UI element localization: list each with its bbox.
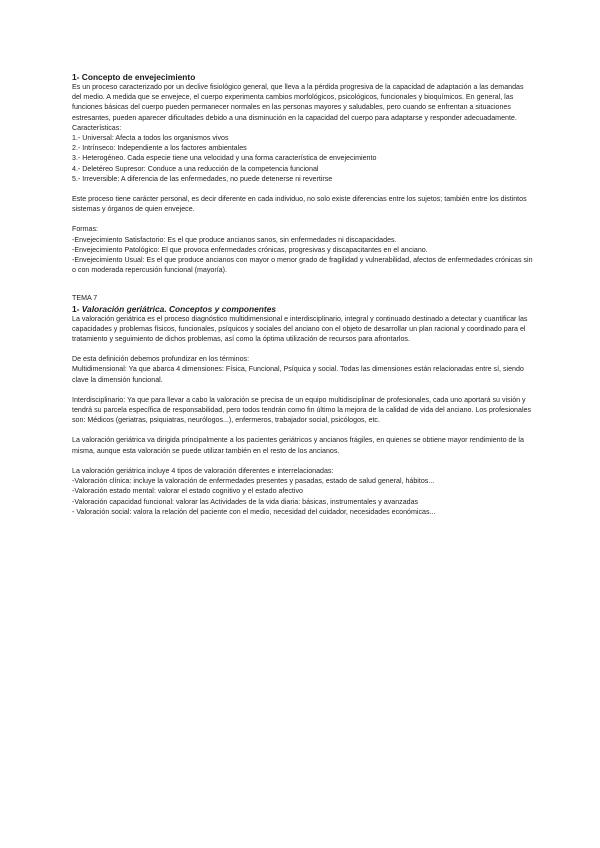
paragraph-personal: Este proceso tiene carácter personal, es decir diferente en cada individuo, no solo existe diferencias entre los sujetos; también entre los distintos sistemas y órganos de quien envejece.	[72, 195, 527, 214]
characteristics-title: Características:	[72, 123, 122, 132]
heading-number: 1-	[72, 303, 82, 314]
list-item: -Envejecimiento Patológico: El que provoca enfermedades crónicas, progresivas y discapacitantes en el anciano.	[72, 245, 428, 254]
tema-label: TEMA 7	[72, 294, 98, 303]
terms-intro: De esta definición debemos profundizar en los términos:	[72, 355, 250, 364]
paragraph-multidimensional: Multidimensional: Ya que abarca 4 dimensiones: Física, Funcional, Psíquica y social. Todas las dimensiones están relacionadas entre sí, siendo clave la dimensión funcional.	[72, 365, 524, 384]
forms-title: Formas:	[72, 225, 99, 234]
list-item: -Envejecimiento Satisfactorio: Es el que produce ancianos sanos, sin enfermedades ni discapacidades.	[72, 235, 397, 244]
types-intro: La valoración geriátrica incluye 4 tipos de valoración diferentes e interrelacionadas:	[72, 466, 334, 475]
paragraph-definition: La valoración geriátrica es el proceso diagnóstico multidimensional e interdisciplinario, integral y continuado destinado a detectar y cuantificar las capacidades y problemas físicos, funcionales, psíquicos y sociales del anciano con el objeto de desarrollar un plan racional y coordinado para el tratamiento y seguimiento de dichos problemas, así como la óptima utilización de recursos para afrontarlos.	[72, 314, 528, 344]
paragraph-application: La valoración geriátrica va dirigida principalmente a los pacientes geriátricos y ancianos frágiles, en quienes se obtiene mayor rendimiento de la misma, aunque esta valoración se puede utilizar también en el resto de los ancianos.	[72, 436, 524, 455]
list-item: 4.- Deletéreo Supresor: Conduce a una reducción de la competencia funcional	[72, 164, 319, 173]
list-item: 5.- Irreversible: A diferencia de las enfermedades, no puede detenerse ni revertirse	[72, 174, 333, 183]
list-item: 2.- Intrínseco: Independiente a los factores ambientales	[72, 144, 247, 153]
document-page	[72, 72, 534, 517]
section-heading-2	[72, 304, 534, 314]
heading-title: Valoración geriátrica. Conceptos y componentes	[81, 303, 277, 314]
list-item: -Valoración capacidad funcional: valorar las Actividades de la vida diaria: básicas, instrumentales y avanzadas	[72, 497, 419, 506]
list-item: 3.- Heterogéneo. Cada especie tiene una velocidad y una forma característica de envejecimiento	[72, 154, 377, 163]
section-heading: 1- Concepto de envejecimiento	[72, 72, 196, 82]
list-item: 1.- Universal: Afecta a todos los organismos vivos	[72, 134, 229, 143]
list-item: -Envejecimiento Usual: Es el que produce ancianos con mayor o menor grado de fragilidad y vulnerabilidad, afectos de enfermedades crónicas sin o con moderada repercusión funcional (mayoría).	[72, 256, 533, 275]
list-item: -Valoración estado mental: valorar el estado cognitivo y el estado afectivo	[72, 487, 303, 496]
list-item: -Valoración clínica: incluye la valoración de enfermedades presentes y pasadas, estado de salud general, hábitos...	[72, 477, 435, 486]
paragraph-interdisciplinary: Interdisciplinario: Ya que para llevar a cabo la valoración se precisa de un equipo multidisciplinar de profesionales, cada uno aportará su visión y tendrá su parcela específica de responsabilidad, pero todos tendrán como fin último la mejora de la calidad de vida del anciano. Los profesionales son: Médicos (geriatras, psiquiatras, neurólogos...), enfermeros, trabajador social, psicólogos, etc.	[72, 395, 532, 425]
paragraph-intro: Es un proceso caracterizado por un declive fisiológico general, que lleva a la pérdida progresiva de la capacidad de adaptación a las demandas del medio. A medida que se envejece, el cuerpo experimenta cambios morfológicos, psicológicos, funcionales y bioquímicos. En general, las funciones básicas del cuerpo pueden permanecer normales en las personas mayores y saludables, pero cuando se enfrentan a situaciones estresantes, pueden aparecer dificultades debido a una disminución en la capacidad del cuerpo para adaptarse y responder adecuadamente.	[72, 83, 524, 122]
list-item: - Valoración social: valora la relación del paciente con el medio, necesidad del cuidador, necesidades económicas...	[72, 507, 436, 516]
